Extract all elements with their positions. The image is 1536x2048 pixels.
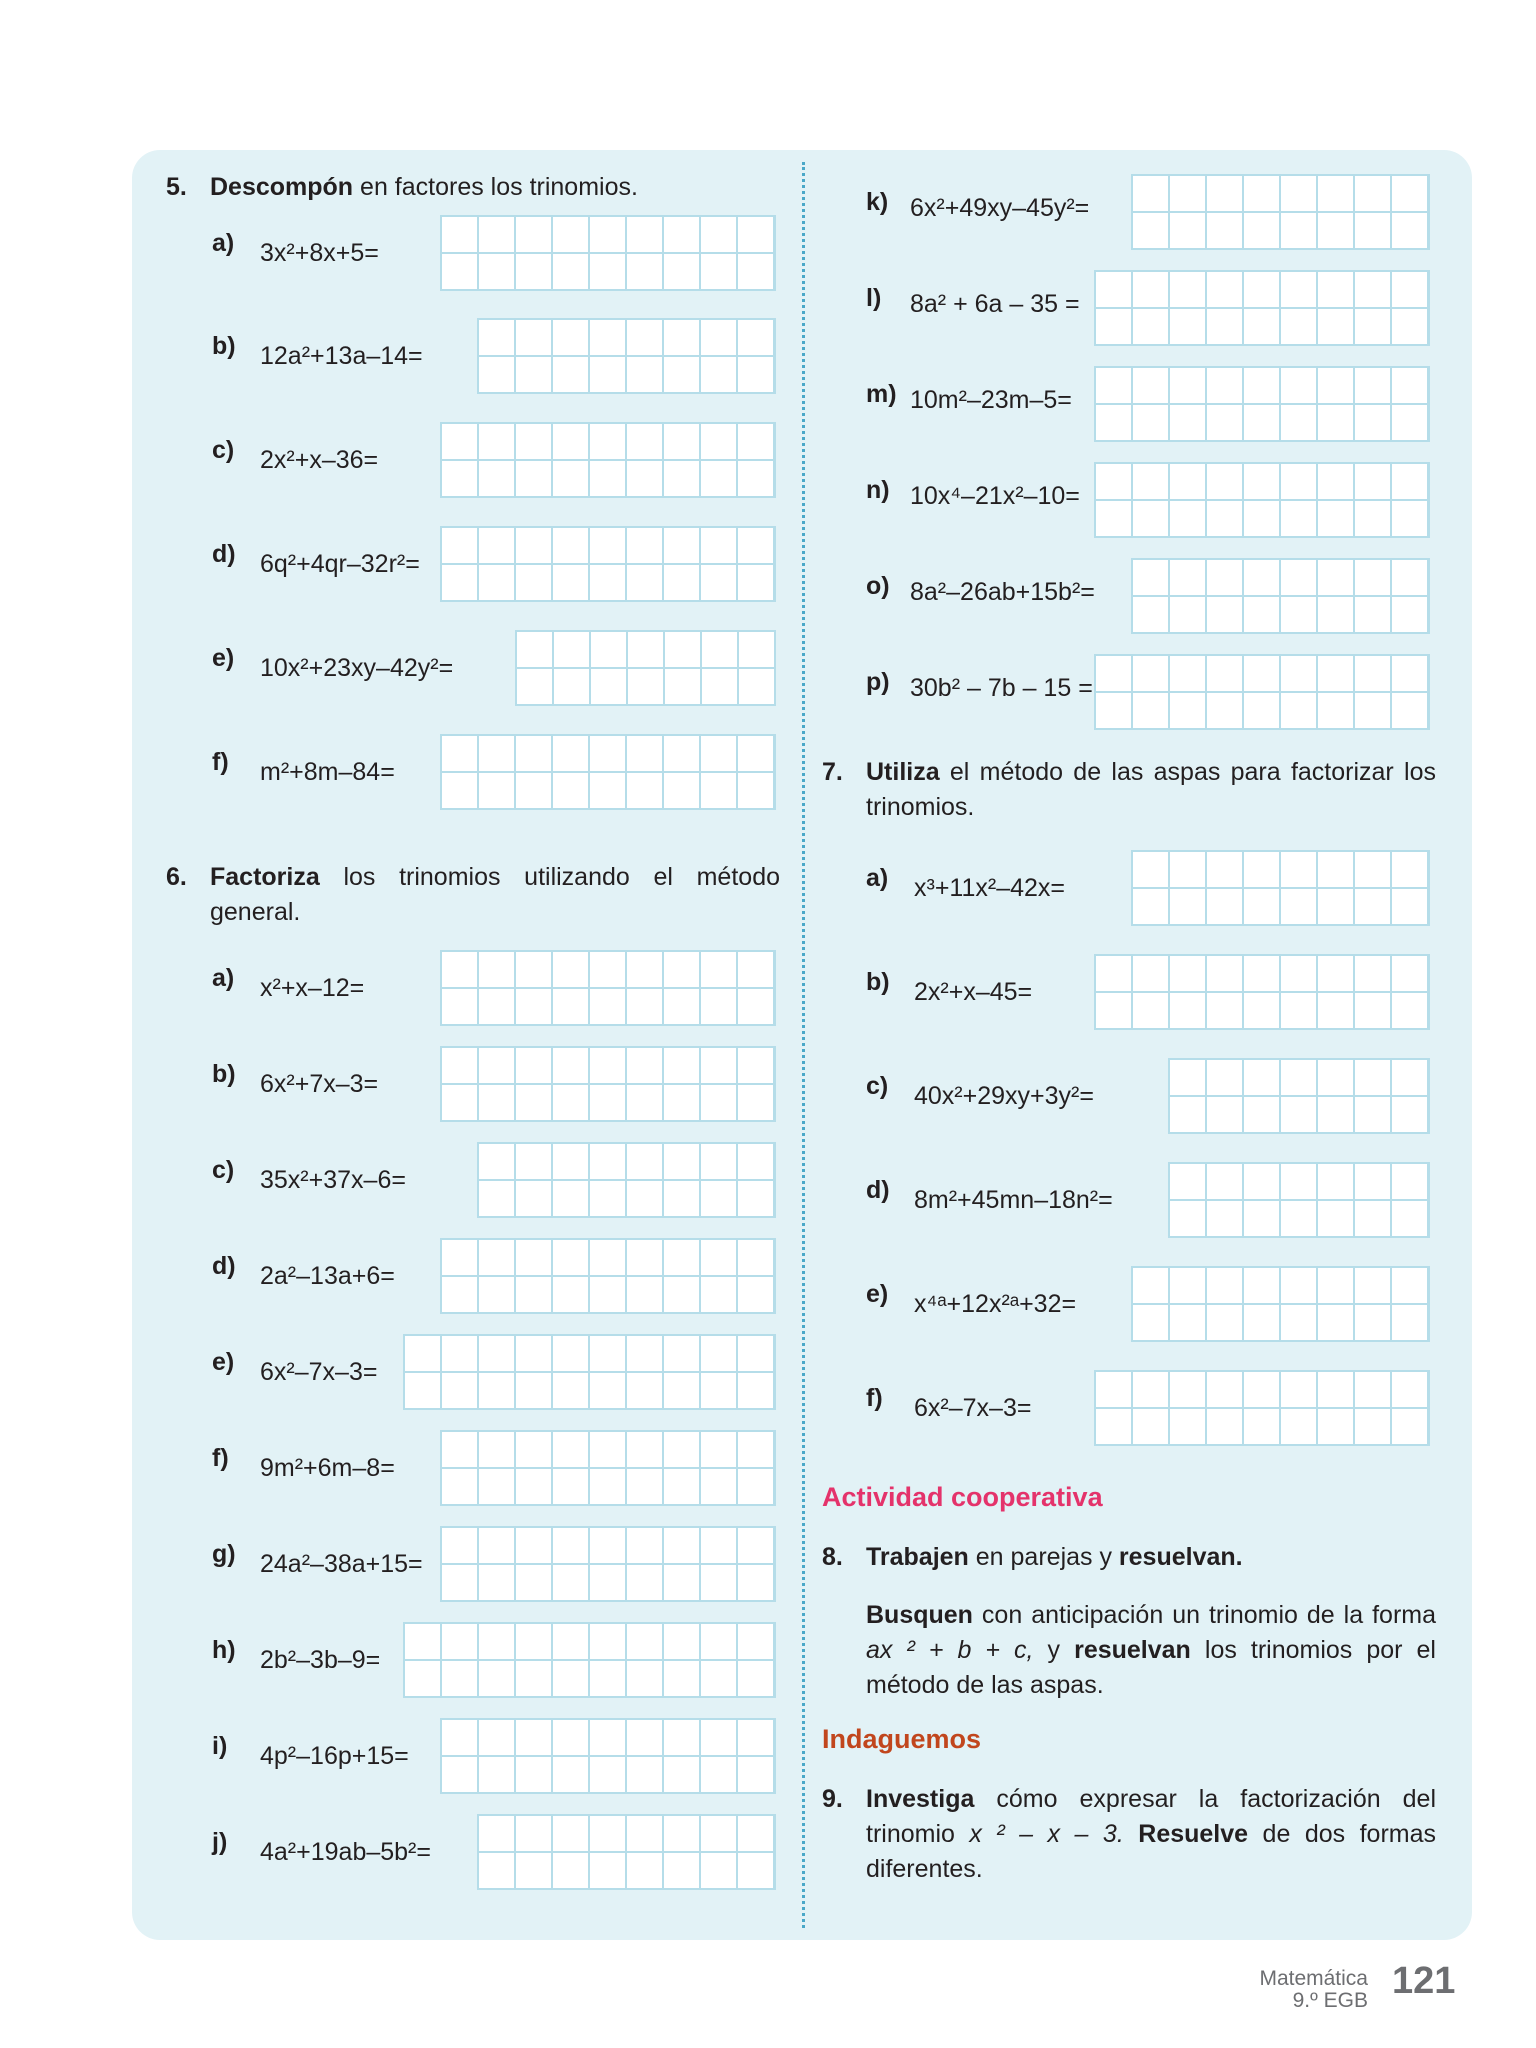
item-label: h) <box>212 1636 236 1664</box>
item-expression: x⁴ᵃ+12x²ᵃ+32= <box>914 1290 1077 1318</box>
item-label: j) <box>212 1828 228 1856</box>
exercise-7-item-c <box>866 1058 1434 1134</box>
item-expression: 24a²–38a+15= <box>260 1550 423 1578</box>
answer-grid[interactable] <box>1168 1058 1430 1134</box>
exercise-number: 6. <box>166 863 187 891</box>
item-expression: 6x²–7x–3= <box>260 1358 378 1386</box>
item-label: d) <box>212 1252 236 1280</box>
answer-grid[interactable] <box>1094 366 1430 442</box>
paragraph-verb: Busquen <box>866 1601 973 1629</box>
exercise-6-item-b <box>212 1046 780 1122</box>
exercise-5-heading <box>166 170 786 210</box>
item-label: d) <box>866 1176 890 1204</box>
item-label: a) <box>866 864 889 892</box>
exercise-5-item-e <box>212 630 780 706</box>
item-label: b) <box>212 332 236 360</box>
item-label: a) <box>212 964 235 992</box>
exercise-5-item-c <box>212 422 780 498</box>
answer-grid[interactable] <box>440 1718 776 1794</box>
exercise-instruction-2: de dos formas diferentes. <box>866 1820 1437 1883</box>
answer-grid[interactable] <box>1094 654 1430 730</box>
exercise-6-item-a <box>212 950 780 1026</box>
exercise-7-item-a <box>866 850 1434 926</box>
item-label: l) <box>866 284 882 312</box>
exercise-6-item-p <box>866 654 1434 730</box>
exercise-6-item-i <box>212 1718 780 1794</box>
exercise-number: 5. <box>166 173 187 201</box>
item-expression: 10m²–23m–5= <box>910 386 1072 414</box>
exercise-6-item-d <box>212 1238 780 1314</box>
exercise-9-heading <box>822 1782 1436 1892</box>
exercise-verb: Utiliza <box>866 758 940 786</box>
exercise-6-item-n <box>866 462 1434 538</box>
answer-grid[interactable] <box>1094 1370 1430 1446</box>
exercise-verb: Investiga <box>866 1785 975 1813</box>
item-expression: 6x²+7x–3= <box>260 1070 379 1098</box>
answer-grid[interactable] <box>1094 462 1430 538</box>
item-expression: 3x²+8x+5= <box>260 239 379 267</box>
answer-grid[interactable] <box>1131 1266 1430 1342</box>
item-expression: 2x²+x–36= <box>260 446 379 474</box>
answer-grid[interactable] <box>403 1622 776 1698</box>
item-expression: 2x²+x–45= <box>914 978 1033 1006</box>
item-expression: 8a² + 6a – 35 = <box>910 290 1080 318</box>
exercise-5-item-a <box>212 215 780 291</box>
item-label: f) <box>212 1444 229 1472</box>
item-expression: 40x²+29xy+3y²= <box>914 1082 1094 1110</box>
exercise-verb: Factoriza <box>210 863 320 891</box>
item-label: f) <box>866 1384 883 1412</box>
answer-grid[interactable] <box>440 1526 776 1602</box>
item-expression: 2a²–13a+6= <box>260 1262 395 1290</box>
exercise-6-item-g <box>212 1526 780 1602</box>
answer-grid[interactable] <box>440 1046 776 1122</box>
answer-grid[interactable] <box>1094 954 1430 1030</box>
answer-grid[interactable] <box>440 1430 776 1506</box>
exercise-number: 8. <box>822 1543 843 1571</box>
answer-grid[interactable] <box>1131 850 1430 926</box>
exercise-verb-2: resuelvan. <box>1118 1543 1243 1571</box>
answer-grid[interactable] <box>440 422 776 498</box>
answer-grid[interactable] <box>477 318 776 394</box>
item-label: g) <box>212 1540 236 1568</box>
grade-label: 9.º EGB <box>1292 1989 1368 2012</box>
item-label: d) <box>212 540 236 568</box>
exercise-5-item-d <box>212 526 780 602</box>
answer-grid[interactable] <box>477 1142 776 1218</box>
item-label: i) <box>212 1732 228 1760</box>
item-label: o) <box>866 572 890 600</box>
exercise-instruction: los trinomios utilizando el método general. <box>210 863 780 926</box>
subject-name: Matemática <box>1259 1967 1368 1990</box>
item-label: b) <box>212 1060 236 1088</box>
exercise-7-heading <box>822 755 1436 830</box>
answer-grid[interactable] <box>477 1814 776 1890</box>
column-divider <box>802 162 805 1928</box>
cooperative-activity-title: Actividad cooperativa <box>822 1482 1103 1512</box>
exercise-instruction: en factores los trinomios. <box>353 173 638 201</box>
paragraph-text: los trinomios por el método de las aspas. <box>866 1636 1436 1699</box>
exercise-7-item-f <box>866 1370 1434 1446</box>
item-label: e) <box>866 1280 889 1308</box>
exercise-instruction: en parejas y <box>968 1543 1119 1571</box>
answer-grid[interactable] <box>1168 1162 1430 1238</box>
item-label: a) <box>212 229 235 257</box>
exercise-6-item-h <box>212 1622 780 1698</box>
item-label: c) <box>866 1072 889 1100</box>
exercise-number: 9. <box>822 1785 843 1813</box>
item-expression: x³+11x²–42x= <box>914 874 1066 902</box>
answer-grid[interactable] <box>440 734 776 810</box>
answer-grid[interactable] <box>440 526 776 602</box>
exercise-6-item-m <box>866 366 1434 442</box>
item-label: k) <box>866 188 889 216</box>
item-label: e) <box>212 644 235 672</box>
item-label: b) <box>866 968 890 996</box>
answer-grid[interactable] <box>1094 270 1430 346</box>
item-expression: 30b² – 7b – 15 = <box>910 674 1093 702</box>
item-expression: 4p²–16p+15= <box>260 1742 409 1770</box>
exercise-7-item-e <box>866 1266 1434 1342</box>
paragraph-text: y <box>1033 1636 1075 1664</box>
item-expression: 9m²+6m–8= <box>260 1454 395 1482</box>
trinomial-formula: x ² – x – 3. <box>969 1820 1124 1848</box>
item-expression: m²+8m–84= <box>260 758 395 786</box>
item-expression: 35x²+37x–6= <box>260 1166 406 1194</box>
item-label: m) <box>866 380 897 408</box>
item-label: e) <box>212 1348 235 1376</box>
item-label: c) <box>212 436 235 464</box>
item-label: f) <box>212 748 229 776</box>
exercise-6-item-e <box>212 1334 780 1410</box>
item-expression: 8m²+45mn–18n²= <box>914 1186 1113 1214</box>
exercise-verb: Trabajen <box>866 1543 969 1571</box>
answer-grid[interactable] <box>440 950 776 1026</box>
item-expression: 8a²–26ab+15b²= <box>910 578 1095 606</box>
item-expression: 2b²–3b–9= <box>260 1646 381 1674</box>
item-expression: x²+x–12= <box>260 974 365 1002</box>
exercise-6-heading <box>166 860 786 935</box>
item-expression: 6x²+49xy–45y²= <box>910 194 1090 222</box>
exercise-instruction: el método de las aspas para factorizar los trinomios. <box>866 758 1436 821</box>
exercise-number: 7. <box>822 758 843 786</box>
exercise-7-item-b <box>866 954 1434 1030</box>
item-expression: 10x²+23xy–42y²= <box>260 654 454 682</box>
exercise-6-item-l <box>866 270 1434 346</box>
exercise-instruction: cómo expresar la factorización del trinomio <box>866 1785 1436 1848</box>
item-expression: 4a²+19ab–5b²= <box>260 1838 431 1866</box>
answer-grid[interactable] <box>440 215 776 291</box>
exercise-6-item-f <box>212 1430 780 1506</box>
research-title: Indaguemos <box>822 1724 982 1754</box>
exercise-6-item-j <box>212 1814 780 1890</box>
exercise-verb-2: Resuelve <box>1138 1820 1249 1848</box>
trinomial-formula: ax ² + b + c, <box>866 1636 1034 1664</box>
item-label: c) <box>212 1156 235 1184</box>
item-label: n) <box>866 476 890 504</box>
item-expression: 6x²–7x–3= <box>914 1394 1032 1422</box>
answer-grid[interactable] <box>440 1238 776 1314</box>
item-expression: 6q²+4qr–32r²= <box>260 550 420 578</box>
page-number: 121 <box>1392 1960 1456 2002</box>
item-expression: 12a²+13a–14= <box>260 342 423 370</box>
answer-grid[interactable] <box>515 630 776 706</box>
exercise-6-item-k <box>866 174 1434 250</box>
exercise-8-paragraph <box>866 1598 1436 1703</box>
answer-grid[interactable] <box>1131 174 1430 250</box>
item-expression: 10x⁴–21x²–10= <box>910 482 1080 510</box>
paragraph-verb: resuelvan <box>1074 1636 1191 1664</box>
answer-grid[interactable] <box>403 1334 776 1410</box>
exercise-7-item-d <box>866 1162 1434 1238</box>
answer-grid[interactable] <box>1131 558 1430 634</box>
exercise-6-item-o <box>866 558 1434 634</box>
exercise-8-heading <box>822 1540 1436 1580</box>
item-label: p) <box>866 668 890 696</box>
footer-subject <box>1259 1968 1368 2012</box>
exercise-5-item-f <box>212 734 780 810</box>
exercise-verb: Descompón <box>210 173 354 201</box>
exercise-5-item-b <box>212 318 780 394</box>
paragraph-text: con anticipación un trinomio de la forma <box>972 1601 1436 1629</box>
exercise-6-item-c <box>212 1142 780 1218</box>
